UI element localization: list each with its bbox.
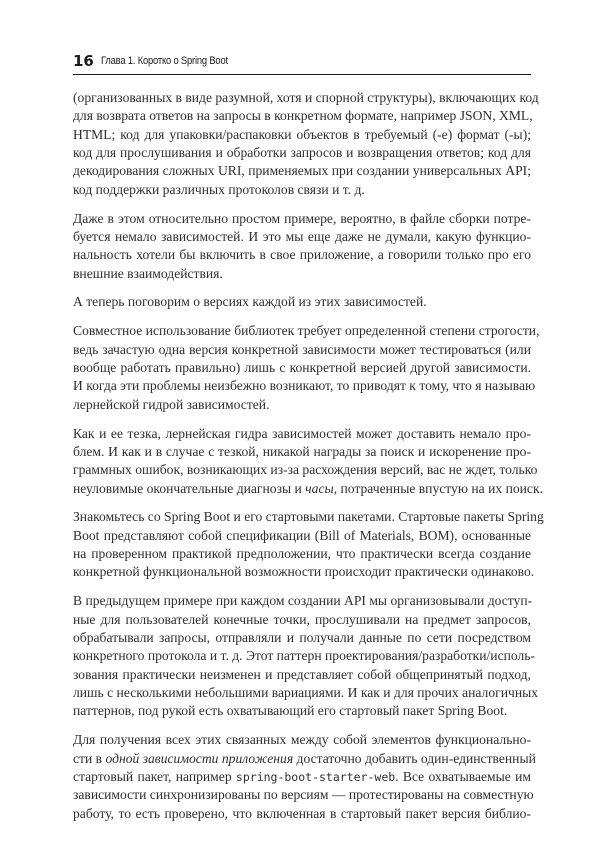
text-line: Знакомьтесь со Spring Boot и его стартовыми пакетами. Стартовые пакеты Spring (73, 509, 544, 525)
paragraph-7 (73, 592, 539, 720)
text-run: . Все охватываемые им (395, 768, 531, 784)
text-line: паттернов, под рукой есть охватывающий его стартовый пакет Spring Boot. (73, 703, 508, 719)
text-line: ные для пользователей конечные точки, прослушивали на предмет запросов, (73, 611, 531, 627)
text-line: лернейской гидрой зависимостей. (73, 396, 270, 412)
emphasis-text: одной зависимости приложения (105, 750, 294, 766)
text-line: работу, то есть проверено, что включенная в стартовый пакет версия библио- (73, 805, 531, 821)
text-line (73, 480, 543, 498)
emphasis-text: часы (305, 480, 334, 496)
text-line: Как и ее тезка, лернейская гидра зависимостей может доставить немало про- (73, 425, 531, 441)
text-line: декодирования сложных URI, применяемых при создании универсальных API; (73, 163, 531, 179)
text-line: вообще работать правильно) лишь с конкретной версией другой зависимости. (73, 359, 531, 375)
text-line: граммных ошибок, возникающих из-за расхождения версий, вас не ждет, только (73, 462, 538, 478)
text-run: достаточно добавить один-единственный (293, 750, 536, 766)
text-line (73, 750, 536, 768)
text-line: лишь с несколькими небольшими вариациями. И как и для прочих аналогичных (73, 684, 539, 700)
text-line: Совместное использование библиотек требует определенной степени строгости, (73, 323, 540, 339)
running-head: Глава 1. Коротко о Spring Boot (101, 55, 228, 67)
text-line: блем. И как и в случае с тезкой, никакой награды за поиск и искоренение про- (73, 443, 531, 459)
text-line: Даже в этом относительно простом примере, вероятно, в файле сборки потре- (73, 210, 531, 226)
paragraph-8 (73, 731, 536, 823)
inline-code: spring-boot-starter-web (235, 769, 396, 784)
body-text (73, 89, 544, 833)
text-line: Boot представляют собой спецификации (Bill of Materials, BOM), основанные (73, 527, 531, 543)
page-header (73, 50, 531, 75)
text-run: стартовый пакет, например (73, 768, 236, 784)
text-line: зависимости синхронизированы по версиям — протестированы на совместную (73, 787, 534, 803)
paragraph-5 (73, 425, 543, 498)
text-line (73, 768, 531, 786)
text-line: внешние взаимодействия. (73, 265, 223, 281)
paragraph-3 (73, 293, 531, 311)
text-line: В предыдущем примере при каждом создании API мы организовывали доступ- (73, 593, 533, 609)
text-line: код для прослушивания и обработки запросов и возвращения ответов; код для (73, 145, 531, 161)
text-run: неуловимые окончательные диагнозы и (73, 480, 306, 496)
text-line: конкретной функциональной возможности происходит практически одинаково. (73, 564, 535, 580)
paragraph-1 (73, 89, 539, 199)
text-line: код поддержки различных протоколов связи и т. д. (73, 181, 365, 197)
paragraph-2 (73, 210, 531, 283)
text-run: сти в (73, 750, 106, 766)
text-line: И когда эти проблемы неизбежно возникают, то приводят к тому, что я называю (73, 378, 536, 394)
text-line: (организованных в виде разумной, хотя и спорной структуры), включающих код (73, 90, 539, 105)
page-number: 16 (73, 52, 94, 70)
text-line: на проверенном практикой предположении, что практически всегда создание (73, 546, 531, 562)
text-line: нальность хотели бы включить в свое приложение, а говорили только про его (73, 247, 531, 263)
text-line: Для получения всех этих связанных между собой элементов функционально- (73, 732, 531, 748)
text-line: HTML; код для упаковки/распаковки объектов в требуемый (-е) формат (-ы); (73, 126, 531, 142)
paragraph-6 (73, 508, 544, 581)
text-line: А теперь поговорим о версиях каждой из этих зависимостей. (73, 294, 427, 310)
text-line: конкретного протокола и т. д. Этот паттерн проектирования/разработки/исполь- (73, 648, 536, 664)
text-run: , потраченные впустую на их поиск. (333, 480, 543, 496)
paragraph-4 (73, 322, 540, 414)
text-line: буется немало зависимостей. И это мы еще даже не думали, какую функцио- (73, 228, 531, 244)
text-line: зования практически неизменен и представляет собой общепринятый подход, (73, 666, 531, 682)
text-line: для возврата ответов на запросы в конкретном формате, например JSON, XML, (73, 108, 533, 124)
text-line: ведь зачастую одна версия конкретной зависимости может тестироваться (или (73, 341, 531, 357)
text-line: обрабатывали запросы, отправляли и получали данные по сети посредством (73, 629, 531, 645)
